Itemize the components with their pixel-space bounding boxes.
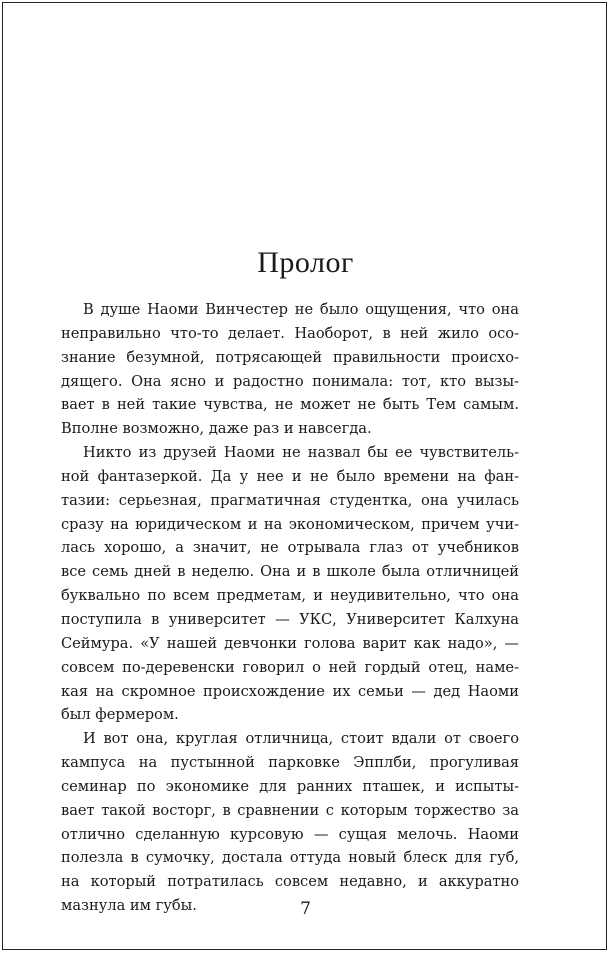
text-line: В душе Наоми Винчестер не было ощущения, что она [83,301,519,318]
text-line: буквально по всем предметам, и неудивительно, что она [61,587,519,605]
text-line: вает в ней такие чувства, не может не быть Тем самым. [61,396,519,414]
text-line: семинар по экономике для ранних пташек, и испыты- [61,777,519,795]
chapter-title: Пролог [257,246,354,279]
text-line: полезла в сумочку, достала оттуда новый блеск для губ, [61,849,519,867]
text-line: на который потратилась совсем недавно, и аккуратно [61,873,519,891]
text-line: совсем по-деревенски говорил о ней гордый отец, наме- [61,658,519,676]
text-line: тазии: серьезная, прагматичная студентка, она училась [61,491,519,509]
text-line: неправильно что-то делает. Наоборот, в ней жило осо- [61,324,519,342]
text-line: ной фантазеркой. Да у нее и не было времени на фан- [61,467,519,485]
text-line: лась хорошо, а значит, не отрывала глаз от учебников [61,539,519,557]
text-line: Никто из друзей Наоми не назвал бы ее чувствитель- [83,444,519,462]
text-line: Вполне возможно, даже раз и навсегда. [61,420,372,438]
text-line: знание безумной, потрясающей правильности происхо- [61,348,519,366]
text-line: И вот она, круглая отличница, стоит вдали от своего [83,730,519,748]
text-line: вает такой восторг, в сравнении с которым торжество за [61,801,519,819]
text-line: поступила в университет — УКС, Университет Калхуна [61,610,519,628]
text-line: кампуса на пустынной парковке Эпплби, прогуливая [61,754,519,772]
text-line: сразу на юридическом и на экономическом, причем учи- [61,515,519,533]
chapter-body [61,298,519,918]
text-line: мазнула им губы. [61,897,197,915]
page-number: 7 [300,899,311,919]
text-line: все семь дней в неделю. Она и в школе была отличницей [61,563,519,581]
text-line: отлично сделанную курсовую — сущая мелочь. Наоми [61,825,519,843]
text-line: был фермером. [61,706,179,724]
text-line: дящего. Она ясно и радостно понимала: тот, кто вызы- [61,372,519,390]
text-line: кая на скромное происхождение их семьи — дед Наоми [61,682,519,700]
text-line: Сеймура. «У нашей девчонки голова варит как надо», — [61,634,519,652]
